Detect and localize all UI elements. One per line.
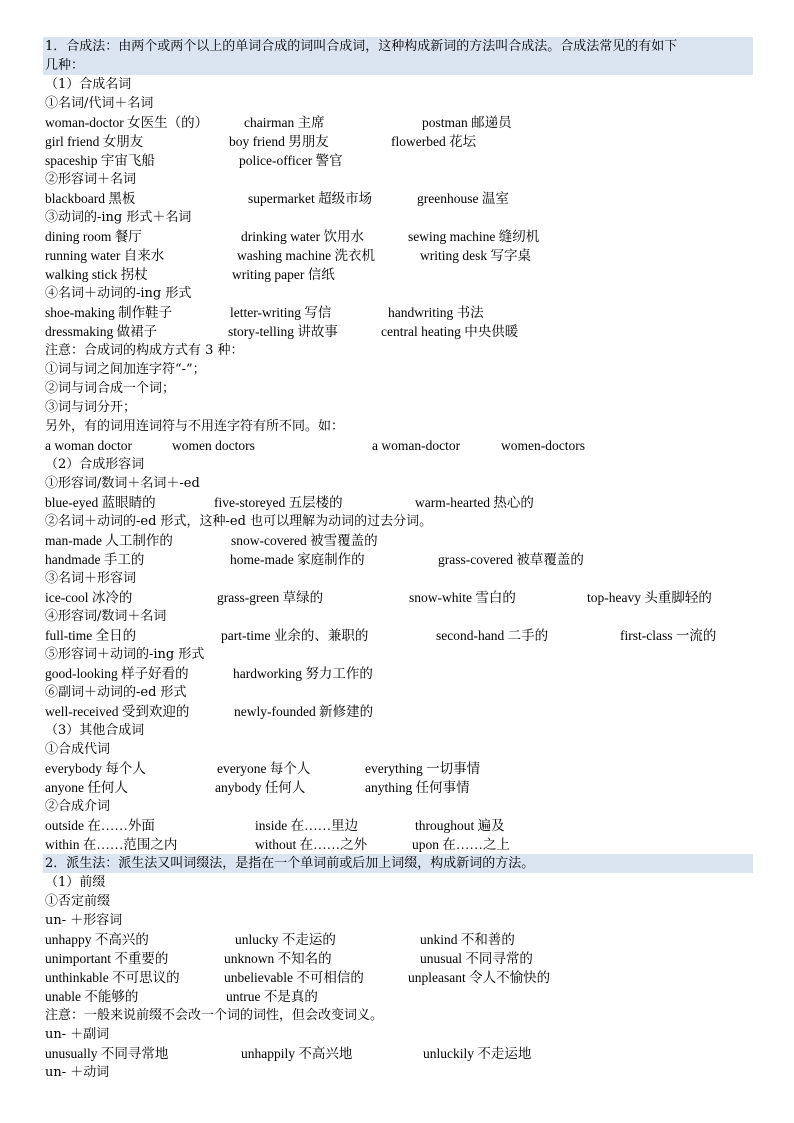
pattern-title: ⑤形容词＋动词的-ing 形式 — [45, 647, 205, 662]
example-item: woman-doctor 女医生（的） — [45, 115, 209, 130]
example-item: shoe-making 制作鞋子 — [45, 305, 173, 320]
example-item: spaceship 宇宙飞船 — [45, 153, 155, 168]
example-item: everyone 每个人 — [217, 761, 311, 776]
pattern-title: ③名词＋形容词 — [45, 571, 137, 586]
example-item: grass-green 草绿的 — [217, 590, 324, 605]
example-item: unable 不能够的 — [45, 989, 139, 1004]
example-item: women doctors — [172, 438, 255, 453]
example-item: unkind 不和善的 — [420, 932, 515, 947]
example-item: first-class 一流的 — [620, 628, 717, 643]
pattern-title: ②形容词＋名词 — [45, 172, 137, 187]
example-item: full-time 全日的 — [45, 628, 137, 643]
subsection-compound-nouns: （1）合成名词 — [45, 77, 132, 92]
example-item: anything 任何事情 — [365, 780, 470, 795]
example-item: postman 邮递员 — [422, 115, 512, 130]
example-item: home-made 家庭制作的 — [230, 552, 365, 567]
pattern-title: ④形容词/数词＋名词 — [45, 609, 167, 624]
note-item: ①词与词之间加连字符“-”； — [45, 362, 206, 377]
pattern-subtitle: un- ＋副词 — [45, 1027, 110, 1042]
example-item: without 在……之外 — [255, 837, 368, 852]
example-item: sewing machine 缝纫机 — [408, 229, 540, 244]
subsection-compound-adjectives: （2）合成形容词 — [45, 457, 145, 472]
pattern-title: ①否定前缀 — [45, 894, 111, 909]
note-item: 另外，有的词用连词符与不用连字符有所不同。如： — [45, 419, 345, 434]
note-item: ②词与词合成一个词； — [45, 381, 176, 396]
example-item: anybody 任何人 — [215, 780, 306, 795]
section-2-heading: 2．派生法：派生法又叫词缀法，是指在一个单词前或后加上词缀，构成新词的方法。 — [43, 854, 753, 873]
example-item: everybody 每个人 — [45, 761, 146, 776]
example-item: anyone 任何人 — [45, 780, 128, 795]
example-item: newly-founded 新修建的 — [234, 704, 374, 719]
subsection-other-compounds: （3）其他合成词 — [45, 723, 145, 738]
example-item: upon 在……之上 — [412, 837, 510, 852]
section-1-heading: 1．合成法：由两个或两个以上的单词合成的词叫合成词，这种构成新词的方法叫合成法。合成法常见的有如下 — [43, 37, 753, 56]
example-item: blue-eyed 蓝眼睛的 — [45, 495, 156, 510]
example-item: letter-writing 写信 — [230, 305, 332, 320]
pattern-subtitle: un- ＋动词 — [45, 1065, 110, 1080]
example-item: within 在……范围之内 — [45, 837, 178, 852]
example-item: unusually 不同寻常地 — [45, 1046, 169, 1061]
example-item: dressmaking 做裙子 — [45, 324, 158, 339]
example-item: snow-covered 被雪覆盖的 — [231, 533, 378, 548]
example-item: good-looking 样子好看的 — [45, 666, 189, 681]
pattern-title: ①形容词/数词＋名词＋-ed — [45, 476, 200, 491]
example-item: unhappily 不高兴地 — [241, 1046, 353, 1061]
example-item: untrue 不是真的 — [226, 989, 318, 1004]
pattern-title: ③动词的-ing 形式＋名词 — [45, 210, 192, 225]
example-item: flowerbed 花坛 — [391, 134, 477, 149]
example-item: chairman 主席 — [244, 115, 325, 130]
example-item: man-made 人工制作的 — [45, 533, 173, 548]
pattern-title: ②名词＋动词的-ed 形式，这种-ed 也可以理解为动词的过去分词。 — [45, 514, 433, 529]
example-item: top-heavy 头重脚轻的 — [587, 590, 712, 605]
example-item: five-storeyed 五层楼的 — [214, 495, 343, 510]
example-item: second-hand 二手的 — [436, 628, 549, 643]
example-item: unthinkable 不可思议的 — [45, 970, 180, 985]
pattern-title: ①合成代词 — [45, 742, 111, 757]
example-item: greenhouse 温室 — [417, 191, 509, 206]
example-item: washing machine 洗衣机 — [237, 248, 375, 263]
example-item: grass-covered 被草覆盖的 — [438, 552, 584, 567]
example-item: hardworking 努力工作的 — [233, 666, 373, 681]
subsection-prefix: （1）前缀 — [45, 875, 106, 890]
example-item: writing desk 写字桌 — [420, 248, 531, 263]
example-item: snow-white 雪白的 — [409, 590, 516, 605]
example-item: unluckily 不走运地 — [423, 1046, 532, 1061]
section-1-heading-cont: 几种： — [43, 56, 753, 75]
example-item: central heating 中央供暖 — [381, 324, 519, 339]
example-item: police-officer 警官 — [239, 153, 343, 168]
pattern-subtitle: un- ＋形容词 — [45, 913, 123, 928]
example-item: unusual 不同寻常的 — [420, 951, 533, 966]
example-item: unbelievable 不可相信的 — [224, 970, 364, 985]
example-item: unknown 不知名的 — [224, 951, 332, 966]
pattern-title: ④名词＋动词的-ing 形式 — [45, 286, 192, 301]
example-item: warm-hearted 热心的 — [415, 495, 534, 510]
note-title: 注意：一般来说前缀不会改一个词的词性，但会改变词义。 — [45, 1008, 384, 1023]
pattern-title: ②合成介词 — [45, 799, 111, 814]
note-item: ③词与词分开； — [45, 400, 137, 415]
example-item: story-telling 讲故事 — [228, 324, 338, 339]
example-item: handwriting 书法 — [388, 305, 484, 320]
example-item: throughout 遍及 — [415, 818, 505, 833]
example-item: walking stick 拐杖 — [45, 267, 148, 282]
example-item: unpleasant 令人不愉快的 — [408, 970, 551, 985]
example-item: women-doctors — [501, 438, 585, 453]
example-item: handmade 手工的 — [45, 552, 145, 567]
example-item: ice-cool 冰冷的 — [45, 590, 133, 605]
example-item: boy friend 男朋友 — [229, 134, 329, 149]
example-item: supermarket 超级市场 — [248, 191, 373, 206]
example-item: inside 在……里边 — [255, 818, 359, 833]
pattern-title: ①名词/代词＋名词 — [45, 96, 154, 111]
example-item: everything 一切事情 — [365, 761, 481, 776]
example-item: a woman doctor — [45, 438, 132, 453]
pattern-title: ⑥副词＋动词的-ed 形式 — [45, 685, 187, 700]
example-item: unhappy 不高兴的 — [45, 932, 149, 947]
example-item: drinking water 饮用水 — [241, 229, 364, 244]
example-item: part-time 业余的、兼职的 — [221, 628, 369, 643]
example-item: unimportant 不重要的 — [45, 951, 169, 966]
example-item: blackboard 黑板 — [45, 191, 136, 206]
example-item: outside 在……外面 — [45, 818, 155, 833]
example-item: dining room 餐厅 — [45, 229, 142, 244]
example-item: a woman-doctor — [372, 438, 461, 453]
example-item: well-received 受到欢迎的 — [45, 704, 190, 719]
example-item: running water 自来水 — [45, 248, 165, 263]
note-title: 注意：合成词的构成方式有 3 种： — [45, 343, 244, 358]
example-item: girl friend 女朋友 — [45, 134, 144, 149]
example-item: writing paper 信纸 — [232, 267, 335, 282]
example-item: unlucky 不走运的 — [235, 932, 336, 947]
